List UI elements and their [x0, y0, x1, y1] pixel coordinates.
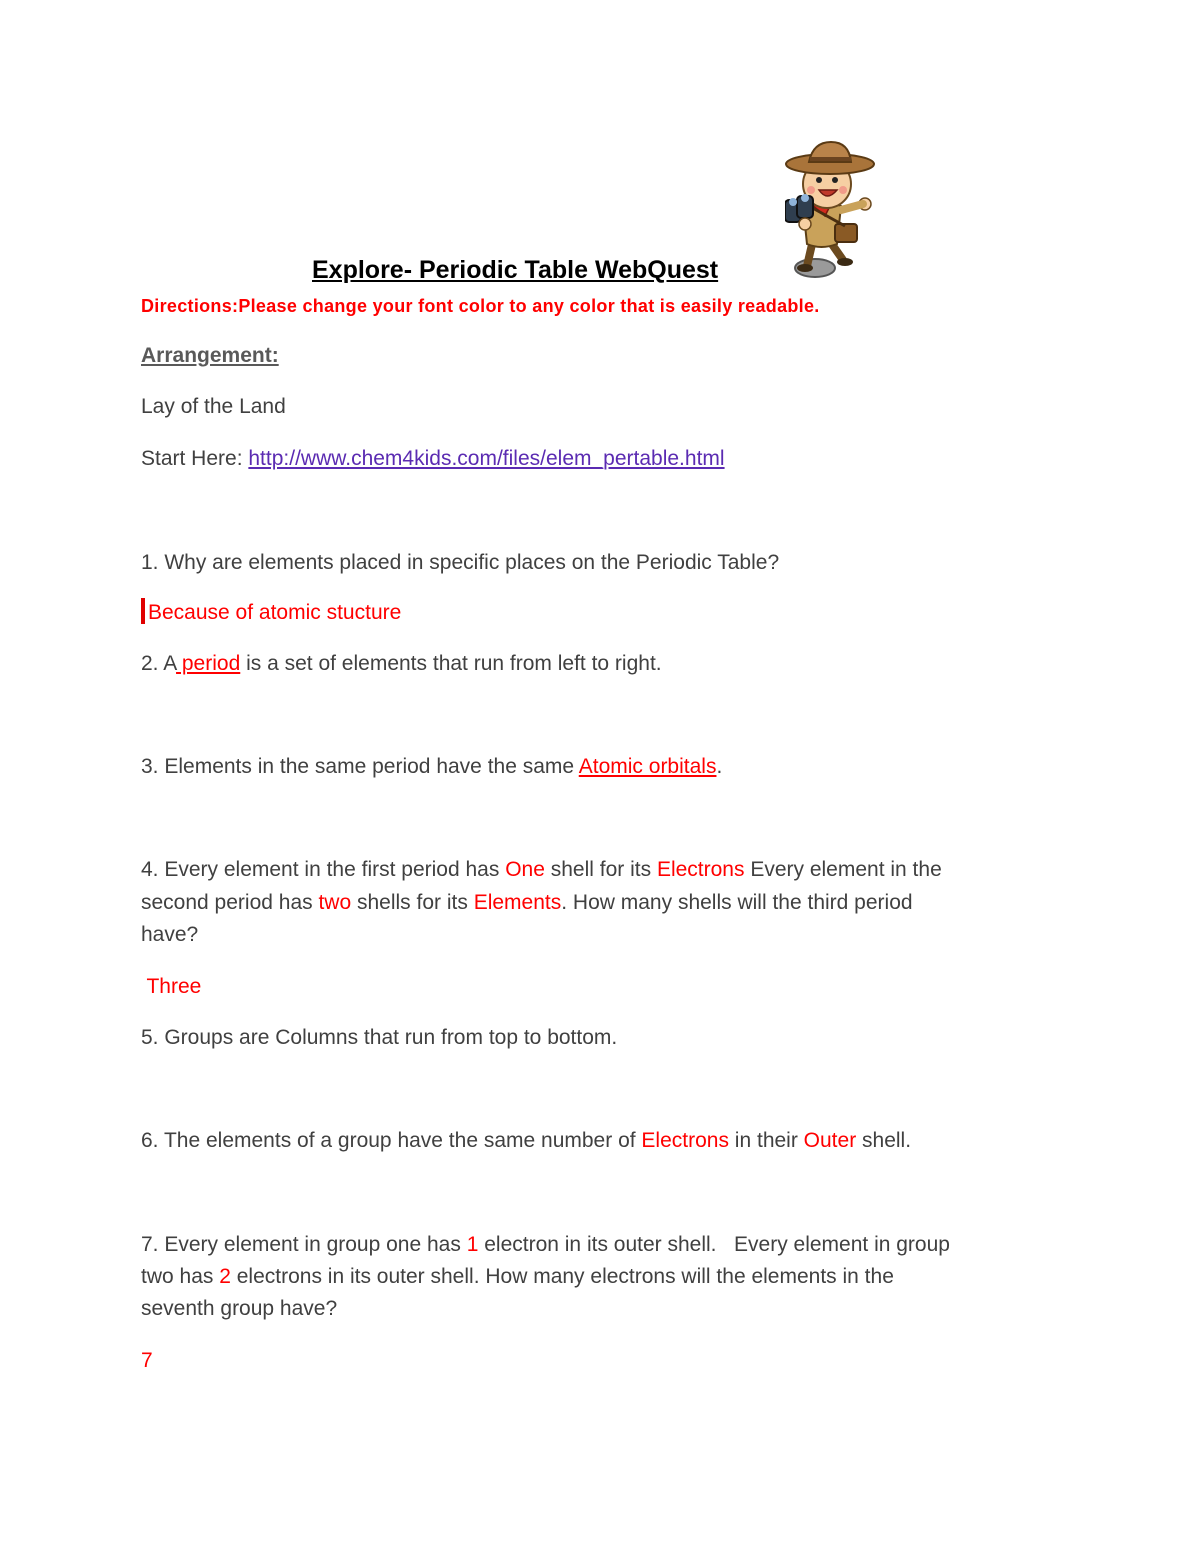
q2-prefix: 2. A [141, 652, 177, 675]
q7-text: electron in its outer shell. Every element in group [478, 1233, 950, 1256]
question-7-line-3: seventh group have? [141, 1297, 338, 1320]
q7-text: two has [141, 1265, 220, 1288]
question-1: 1. Why are elements placed in specific places on the Periodic Table? [141, 551, 780, 574]
question-7-line-1 [141, 1229, 950, 1261]
answer-4d[interactable]: Elements [473, 891, 562, 914]
answer-7b[interactable]: 2 [219, 1265, 231, 1288]
page-title: Explore- Periodic Table WebQuest [312, 256, 719, 284]
q2-suffix: is a set of elements that run from left to right. [240, 652, 662, 675]
q3-suffix: . [716, 755, 723, 778]
q4-text: . How many shells will the third period [561, 891, 913, 914]
answer-7a[interactable]: 1 [466, 1233, 479, 1256]
question-7-line-2 [141, 1261, 894, 1293]
q4-text: shell for its [544, 858, 657, 881]
answer-4a[interactable]: One [505, 858, 545, 881]
q7-text: electrons in its outer shell. How many electrons will the elements in the [230, 1265, 894, 1288]
q6-text: shell. [856, 1129, 912, 1152]
question-4-line-3: have? [141, 923, 199, 946]
answer-1[interactable]: Because of atomic stucture [148, 601, 402, 624]
q6-text: in their [728, 1129, 804, 1152]
lay-of-land-text: Lay of the Land [141, 395, 286, 418]
start-here-line [141, 443, 725, 475]
q4-text: 4. Every element in the first period has [141, 858, 506, 881]
q4-text: second period has [141, 891, 319, 914]
q4-text: Every element in the [744, 858, 942, 881]
q3-prefix: 3. Elements in the same period have the same [141, 755, 579, 778]
start-here-label: Start Here: [141, 447, 249, 470]
answer-1-line[interactable] [141, 597, 401, 629]
q6-text: 6. The elements of a group have the same number of [141, 1129, 642, 1152]
answer-4b[interactable]: Electrons [656, 858, 745, 881]
section-heading-arrangement: Arrangement: [141, 344, 279, 367]
text-cursor [141, 598, 145, 624]
question-5: 5. Groups are Columns that run from top to bottom. [141, 1026, 618, 1049]
question-6 [141, 1125, 911, 1157]
directions-text: Directions:Please change your font color to any color that is easily readable. [141, 296, 820, 316]
question-4-line-2 [141, 887, 913, 919]
answer-7[interactable]: 7 [141, 1349, 153, 1372]
answer-6a[interactable]: Electrons [641, 1129, 729, 1152]
answer-3[interactable]: Atomic orbitals [578, 755, 717, 778]
q4-text: shells for its [351, 891, 474, 914]
chem4kids-link[interactable]: http://www.chem4kids.com/files/elem_pertable.html [248, 447, 725, 470]
question-3 [141, 751, 722, 783]
answer-2[interactable]: period [176, 652, 241, 675]
explorer-mascot-icon [785, 140, 890, 280]
question-2 [141, 648, 662, 680]
answer-6b[interactable]: Outer [803, 1129, 857, 1152]
answer-4[interactable]: Three [141, 975, 202, 998]
answer-4c[interactable]: two [318, 891, 352, 914]
q7-text: 7. Every element in group one has [141, 1233, 467, 1256]
question-4-line-1 [141, 854, 942, 886]
